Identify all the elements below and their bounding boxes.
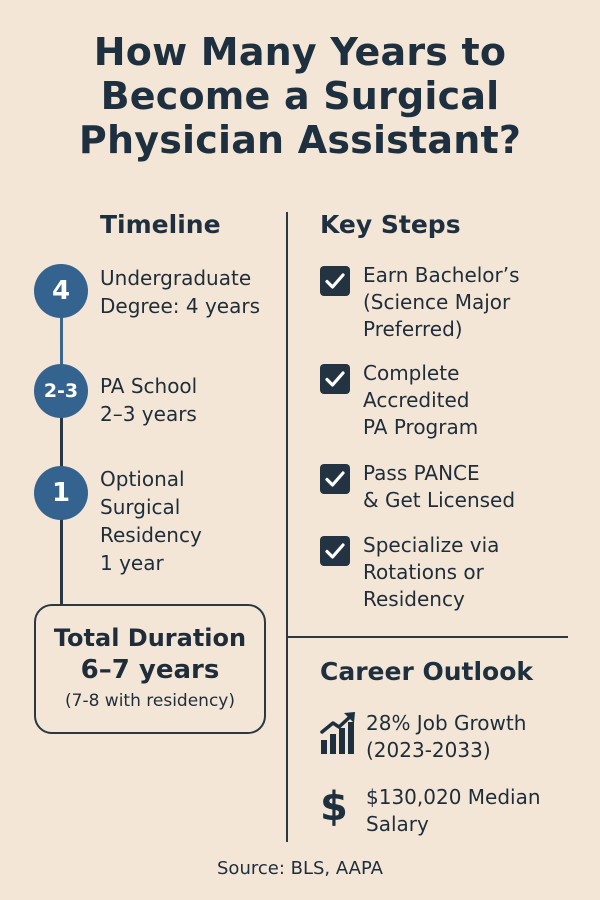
timeline-item-text: Degree: 4 years bbox=[100, 294, 261, 318]
timeline-badge-residency: 1 bbox=[34, 466, 88, 520]
key-step-text bbox=[363, 460, 515, 514]
title-line-3: Physician Assistant? bbox=[78, 118, 522, 162]
checkbox-icon bbox=[320, 266, 350, 296]
timeline-item-text: Optional bbox=[100, 467, 185, 491]
career-growth-line: (2023-2033) bbox=[366, 738, 491, 762]
career-salary-line: Salary bbox=[366, 812, 429, 836]
key-step-line: (Science Major bbox=[363, 290, 511, 314]
timeline-item-text: 1 year bbox=[100, 551, 164, 575]
career-growth-text bbox=[366, 710, 526, 764]
vertical-divider bbox=[286, 212, 288, 842]
timeline-item-text: PA School bbox=[100, 374, 198, 398]
key-step-text bbox=[363, 360, 478, 441]
key-step-line: Accredited bbox=[363, 388, 470, 412]
total-duration-years: 6–7 years bbox=[80, 655, 220, 685]
timeline-item-undergrad bbox=[100, 264, 260, 320]
timeline-item-residency bbox=[100, 465, 202, 577]
total-duration-box bbox=[34, 604, 266, 734]
key-step-line: Preferred) bbox=[363, 317, 463, 341]
key-step-text bbox=[363, 532, 499, 613]
dollar-icon: $ bbox=[320, 784, 348, 830]
checkbox-icon bbox=[320, 536, 350, 566]
checkbox-icon bbox=[320, 364, 350, 394]
key-step-line: Complete bbox=[363, 361, 460, 385]
career-salary-text bbox=[366, 784, 541, 838]
timeline-item-text: Surgical bbox=[100, 495, 181, 519]
page-title bbox=[20, 30, 580, 162]
key-step-text bbox=[363, 262, 520, 343]
career-salary-line: $130,020 Median bbox=[366, 785, 541, 809]
key-step-line: Specialize via bbox=[363, 533, 500, 557]
title-line-2: Become a Surgical bbox=[100, 74, 500, 118]
key-step-line: Residency bbox=[363, 587, 465, 611]
career-outlook-heading: Career Outlook bbox=[320, 657, 534, 686]
key-step-line: Earn Bachelor’s bbox=[363, 263, 520, 287]
career-growth-line: 28% Job Growth bbox=[366, 711, 527, 735]
horizontal-divider bbox=[288, 636, 568, 638]
timeline-heading: Timeline bbox=[100, 210, 221, 239]
checkbox-icon bbox=[320, 464, 350, 494]
title-line-1: How Many Years to bbox=[93, 30, 507, 74]
key-step-line: PA Program bbox=[363, 415, 479, 439]
timeline-item-text: Residency bbox=[100, 523, 202, 547]
growth-chart-icon bbox=[320, 710, 360, 760]
key-step-line: Pass PANCE bbox=[363, 461, 480, 485]
total-duration-note: (7-8 with residency) bbox=[65, 691, 235, 711]
timeline-item-text: 2–3 years bbox=[100, 402, 197, 426]
timeline-item-pa-school bbox=[100, 372, 197, 428]
source-citation: Source: BLS, AAPA bbox=[217, 858, 383, 879]
key-step-line: & Get Licensed bbox=[363, 488, 516, 512]
timeline-badge-undergrad: 4 bbox=[34, 264, 88, 318]
timeline-item-text: Undergraduate bbox=[100, 266, 252, 290]
key-steps-heading: Key Steps bbox=[320, 210, 461, 239]
total-duration-title: Total Duration bbox=[53, 624, 247, 652]
timeline-badge-pa-school: 2-3 bbox=[34, 364, 88, 418]
key-step-line: Rotations or bbox=[363, 560, 484, 584]
